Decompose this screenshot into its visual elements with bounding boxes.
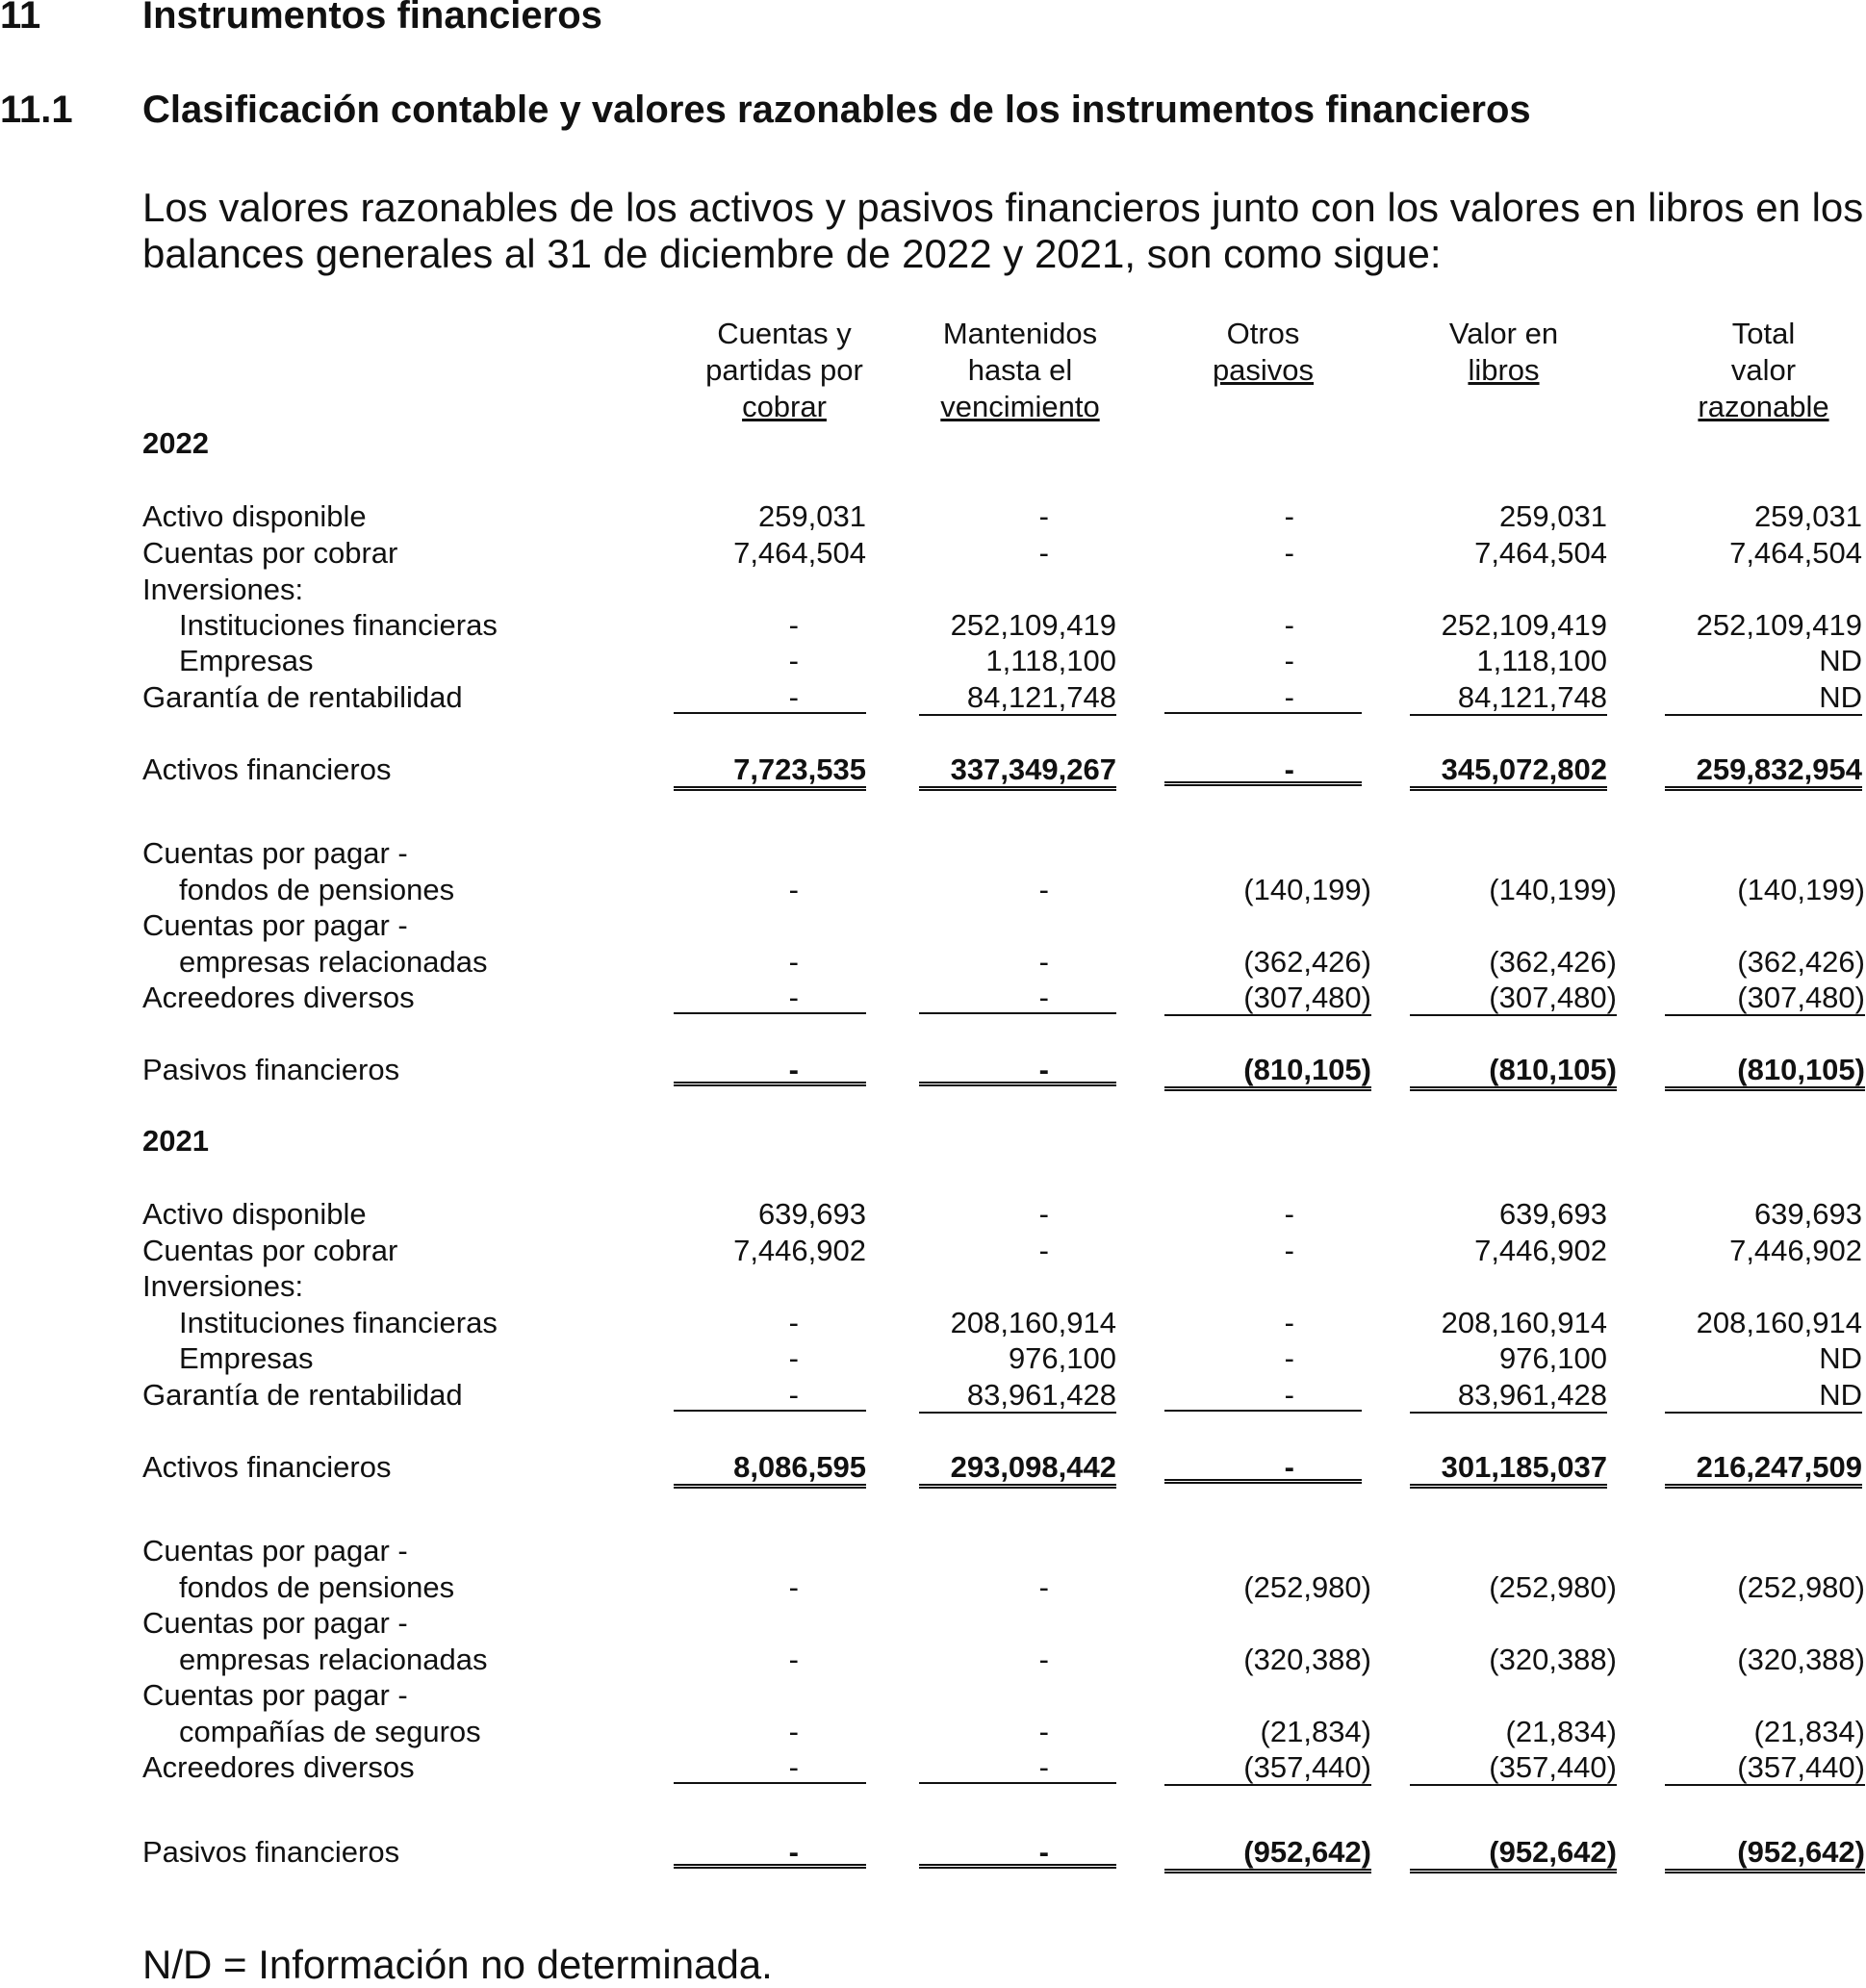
cell: - [1164,752,1362,786]
row-label: Pasivos financieros [142,1835,400,1869]
cell: - [1284,1306,1294,1339]
cell: (307,480) [1665,980,1865,1016]
cell: (810,105) [1410,1052,1617,1091]
column-header-line: cobrar [742,390,827,423]
cell: 7,464,504 [1474,536,1607,570]
cell: (252,980) [1737,1570,1865,1604]
cell: (252,980) [1489,1570,1617,1604]
cell: - [1284,1234,1294,1267]
row-label: Activos financieros [142,752,392,786]
table-row [0,835,1866,872]
row-label: Garantía de rentabilidad [142,1378,463,1412]
cell: (810,105) [1665,1052,1865,1091]
row-label: Instituciones financieras [179,1306,498,1339]
row-label: Cuentas por cobrar [142,536,398,570]
cell: - [1038,1234,1049,1267]
cell: - [1038,499,1049,533]
cell: 1,118,100 [985,644,1116,677]
cell: - [919,1052,1116,1086]
cell: - [788,1643,799,1676]
table-row [0,498,1866,535]
column-header-mantenidos [919,316,1121,425]
footnote: N/D = Información no determinada. [142,1942,773,1987]
cell: 208,160,914 [1696,1306,1862,1339]
column-header-line: libros [1468,353,1540,387]
table-row [0,607,1866,644]
cell: (952,642) [1665,1834,1865,1873]
table-row-total [0,752,1866,788]
section-title: Instrumentos financieros [142,0,602,37]
cell: - [674,1052,866,1086]
row-label: Empresas [179,1341,314,1375]
table-row [0,1233,1866,1269]
cell: 1,118,100 [1476,644,1607,677]
cell: (307,480) [1164,980,1371,1016]
column-header-valor [1405,316,1602,389]
cell: - [674,1377,866,1412]
cell: 345,072,802 [1410,752,1607,791]
row-label: compañías de seguros [179,1715,481,1748]
column-header-line: vencimiento [940,390,1100,423]
cell: - [1284,499,1294,533]
cell: - [1038,1715,1049,1748]
cell: (320,388) [1243,1643,1371,1676]
cell: - [919,1834,1116,1869]
cell: (952,642) [1164,1834,1371,1873]
table-row-total [0,1052,1866,1088]
cell: 301,185,037 [1410,1449,1607,1489]
row-label: Acreedores diversos [142,981,415,1014]
column-header-line: partidas por [705,353,863,387]
row-label: Activo disponible [142,1197,367,1231]
cell: 639,693 [1498,1197,1607,1231]
cell: 216,247,509 [1665,1449,1862,1489]
cell: 639,693 [1753,1197,1862,1231]
cell: - [1164,679,1362,714]
column-header-cuentas [683,316,885,425]
cell: - [788,644,799,677]
cell: ND [1665,1377,1862,1414]
cell: ND [1819,1341,1862,1375]
cell: ND [1665,679,1862,716]
cell: 7,464,504 [733,536,866,570]
column-header-line: pasivos [1212,353,1315,387]
table-row [0,1569,1866,1606]
table-row [0,872,1866,908]
cell: - [674,1834,866,1869]
subsection-title: Clasificación contable y valores razonables de los instrumentos financieros [142,89,1531,131]
cell: 7,723,535 [674,752,866,791]
table-row-total [0,1449,1866,1486]
row-label: Cuentas por pagar - [142,1534,408,1567]
cell: - [1284,608,1294,642]
table-row [0,643,1866,679]
column-header-otros [1164,316,1362,389]
row-label: Activo disponible [142,499,367,533]
row-label: Cuentas por pagar - [142,836,408,870]
cell: 7,446,902 [733,1234,866,1267]
table-row [0,1268,1866,1305]
table-row [0,1714,1866,1750]
column-header-line: Mantenidos [942,317,1098,350]
cell: 7,446,902 [1729,1234,1862,1267]
cell: (252,980) [1243,1570,1371,1604]
cell: (140,199) [1243,873,1371,906]
table-row [0,980,1866,1016]
row-label: fondos de pensiones [179,873,455,906]
table-row [0,679,1866,716]
row-label: Empresas [179,644,314,677]
row-label: empresas relacionadas [179,945,488,979]
row-label: Instituciones financieras [179,608,498,642]
cell: 8,086,595 [674,1449,866,1489]
row-label: Cuentas por pagar - [142,1678,408,1712]
cell: - [1038,873,1049,906]
row-label: Garantía de rentabilidad [142,680,463,714]
row-label: Cuentas por pagar - [142,1606,408,1640]
cell: 84,121,748 [919,679,1116,716]
column-header-line: Valor en [1448,317,1559,350]
column-header-line: valor [1730,353,1797,387]
row-label: Acreedores diversos [142,1750,415,1784]
cell: - [788,1306,799,1339]
cell: 84,121,748 [1410,679,1607,716]
cell: 252,109,419 [1441,608,1607,642]
table-row [0,1305,1866,1341]
table-row [0,1605,1866,1642]
column-header-line: Cuentas y [717,317,852,350]
cell: 208,160,914 [1441,1306,1607,1339]
cell: (357,440) [1665,1749,1865,1786]
cell: (320,388) [1737,1643,1865,1676]
row-label: Cuentas por pagar - [142,908,408,942]
cell: - [1284,536,1294,570]
subsection-number: 11.1 [0,89,73,131]
cell: - [674,679,866,714]
cell: 259,031 [757,499,866,533]
cell: 83,961,428 [919,1377,1116,1414]
cell: (362,426) [1489,945,1617,979]
cell: - [1038,536,1049,570]
cell: - [674,1749,866,1784]
intro-paragraph: Los valores razonables de los activos y pasivos financieros junto con los valores en libros en los balances generales al 31 de diciembre de 2022 y 2021, son como sigue: [142,185,1864,276]
cell: - [1038,1197,1049,1231]
table-row [0,1196,1866,1233]
cell: (140,199) [1737,873,1865,906]
table-row [0,1642,1866,1678]
cell: - [1284,1341,1294,1375]
table-row [0,1377,1866,1414]
cell: - [788,1715,799,1748]
year-heading-2021 [0,1123,1866,1160]
cell: (357,440) [1164,1749,1371,1786]
cell: 208,160,914 [950,1306,1116,1339]
table-row [0,572,1866,608]
cell: (362,426) [1243,945,1371,979]
year-heading-2022 [0,425,1866,462]
row-label: Inversiones: [142,1269,304,1303]
column-header-total [1665,316,1862,425]
table-row [0,944,1866,981]
cell: (21,834) [1260,1715,1371,1748]
cell: - [1038,1570,1049,1604]
row-label: Cuentas por cobrar [142,1234,398,1267]
table-row [0,535,1866,572]
column-header-line: razonable [1698,390,1829,423]
cell: - [919,980,1116,1014]
cell: 7,464,504 [1729,536,1862,570]
table-row [0,1749,1866,1786]
cell: - [788,608,799,642]
row-label: Pasivos financieros [142,1053,400,1086]
cell: (810,105) [1164,1052,1371,1091]
cell: (307,480) [1410,980,1617,1016]
cell: - [1038,945,1049,979]
row-label: Activos financieros [142,1450,392,1484]
section-number: 11 [0,0,41,37]
cell: - [1164,1377,1362,1412]
cell: - [1284,644,1294,677]
row-label: Inversiones: [142,573,304,606]
cell: 83,961,428 [1410,1377,1607,1414]
cell: 639,693 [757,1197,866,1231]
row-label: fondos de pensiones [179,1570,455,1604]
cell: 976,100 [1498,1341,1607,1375]
cell: 259,031 [1498,499,1607,533]
cell: (21,834) [1753,1715,1865,1748]
cell: 259,832,954 [1665,752,1862,791]
year-label: 2022 [142,426,209,460]
row-label: empresas relacionadas [179,1643,488,1676]
cell: 976,100 [1008,1341,1116,1375]
cell: - [1038,1643,1049,1676]
cell: (952,642) [1410,1834,1617,1873]
cell: ND [1819,644,1862,677]
cell: (362,426) [1737,945,1865,979]
cell: 259,031 [1753,499,1862,533]
cell: - [674,980,866,1014]
cell: (320,388) [1489,1643,1617,1676]
column-header-line: Total [1731,317,1796,350]
cell: (21,834) [1505,1715,1617,1748]
cell: - [788,1570,799,1604]
table-row [0,1340,1866,1377]
cell: (140,199) [1489,873,1617,906]
cell: - [788,945,799,979]
column-header-line: Otros [1226,317,1300,350]
cell: - [1164,1449,1362,1484]
cell: - [1284,1197,1294,1231]
table-row [0,1533,1866,1569]
cell: - [919,1749,1116,1784]
cell: 293,098,442 [919,1449,1116,1489]
cell: - [788,1341,799,1375]
column-header-line: hasta el [967,353,1073,387]
cell: 337,349,267 [919,752,1116,791]
cell: - [788,873,799,906]
cell: (357,440) [1410,1749,1617,1786]
cell: 252,109,419 [1696,608,1862,642]
table-row [0,907,1866,944]
table-row [0,1677,1866,1714]
year-label: 2021 [142,1124,209,1158]
table-row-total [0,1834,1866,1871]
cell: 252,109,419 [950,608,1116,642]
cell: 7,446,902 [1474,1234,1607,1267]
